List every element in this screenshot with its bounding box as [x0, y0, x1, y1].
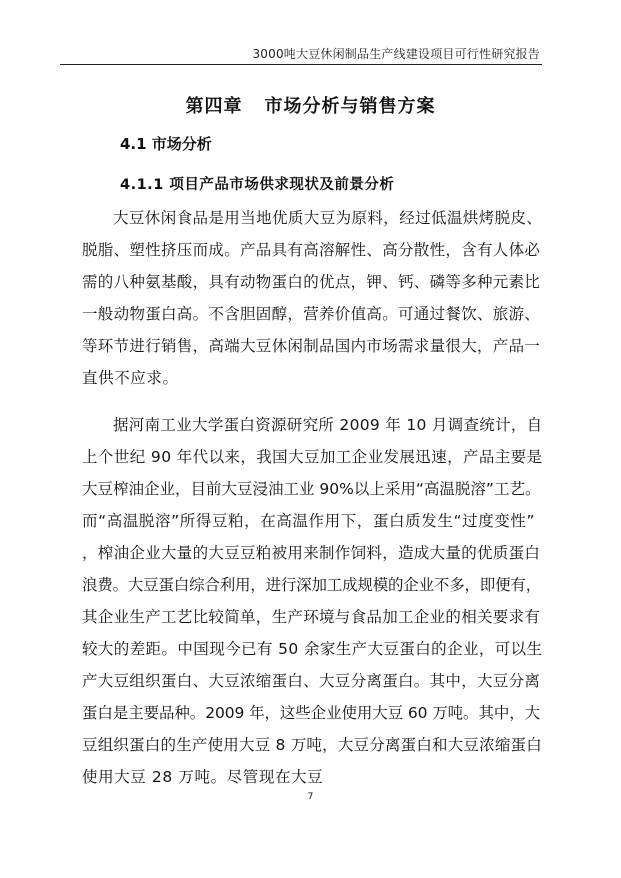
paragraph-line: 大豆休闲食品是用当地优质大豆为原料，经过低温烘烤脱皮、	[113, 209, 543, 227]
page-header	[60, 40, 542, 65]
paragraph-line: 直供不应求。	[82, 369, 179, 387]
paragraph-line: 蛋白是主要品种。2009 年，这些企业使用大豆 60 万吨。其中，大	[82, 704, 541, 722]
paragraph-line: 大豆榨油企业，目前大豆浸油工业 90%以上采用“高温脱溶”工艺。	[82, 480, 541, 498]
section-heading: 4.1 市场分析	[120, 135, 212, 153]
paragraph-line: 豆组织蛋白的生产使用大豆 8 万吨，大豆分离蛋白和大豆浓缩蛋白	[82, 736, 542, 754]
header-title: 3000吨大豆休闲制品生产线建设项目可行性研究报告	[252, 47, 540, 61]
paragraph-line: 一般动物蛋白高。不含胆固醇，营养价值高。可通过餐饮、旅游、	[82, 305, 541, 323]
subsection-heading: 4.1.1 项目产品市场供求现状及前景分析	[120, 177, 395, 193]
paragraph-line: 浪费。大豆蛋白综合利用，进行深加工成规模的企业不多，即便有，	[82, 576, 542, 594]
paragraph-line: 产大豆组织蛋白、大豆浓缩蛋白、大豆分离蛋白。其中，大豆分离	[82, 672, 541, 690]
paragraph-line: 等环节进行销售，高端大豆休闲制品国内市场需求量很大，产品一	[82, 337, 541, 355]
page-number: 7	[307, 792, 314, 802]
paragraph-line: 而“高温脱溶”所得豆粕，在高温作用下，蛋白质发生“过度变性”	[82, 512, 536, 530]
paragraph-line: ，榨油企业大量的大豆豆粕被用来制作饲料，造成大量的优质蛋白	[82, 544, 541, 562]
paragraph-line: 较大的差距。中国现今已有 50 余家生产大豆蛋白的企业，可以生	[82, 640, 543, 658]
chapter-heading	[0, 92, 621, 118]
paragraph-line: 据河南工业大学蛋白资源研究所 2009 年 10 月调查统计，自	[113, 416, 543, 434]
chapter-number: 第四章	[185, 96, 243, 117]
paragraph-line: 其企业生产工艺比较简单，生产环境与食品加工企业的相关要求有	[82, 608, 541, 626]
paragraph-line: 需的八种氨基酸，具有动物蛋白的优点，钾、钙、磷等多种元素比	[82, 273, 541, 291]
chapter-title: 市场分析与销售方案	[264, 96, 436, 117]
paragraph-line: 脱脂、塑性挤压而成。产品具有高溶解性、高分散性，含有人体必	[82, 241, 541, 259]
paragraph-line: 上个世纪 90 年代以来，我国大豆加工企业发展迅速，产品主要是	[82, 448, 543, 466]
paragraph-line: 使用大豆 28 万吨。尽管现在大豆	[82, 768, 324, 786]
